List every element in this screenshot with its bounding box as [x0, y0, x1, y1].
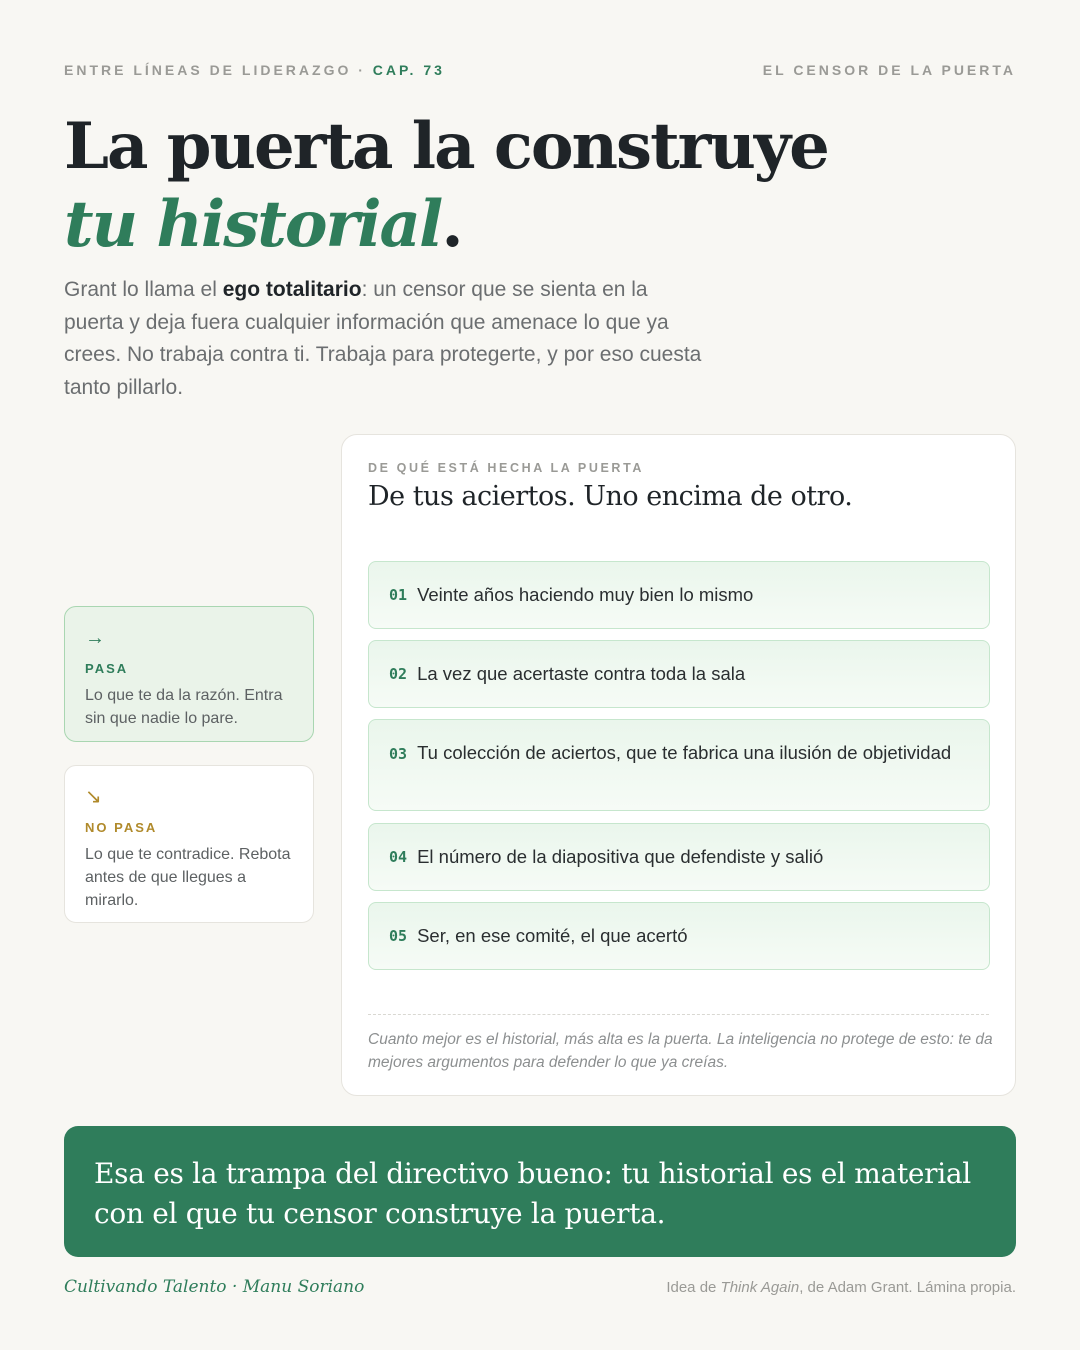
- door-materials-card: [341, 434, 1016, 1096]
- series-name: ENTRE LÍNEAS DE LIDERAZGO ·: [64, 62, 366, 78]
- list-item: [368, 719, 990, 811]
- no-pasa-label: NO PASA: [85, 820, 158, 835]
- card-subhead: De tus aciertos. Uno encima de otro.: [368, 481, 853, 512]
- conclusion-banner: [64, 1126, 1016, 1257]
- item-number: 01: [389, 586, 408, 604]
- top-bar: [64, 62, 1016, 78]
- item-number: 05: [389, 927, 408, 945]
- card-note: Cuanto mejor es el historial, más alta es la puerta. La inteligencia no protege de esto: te da mejores argumentos para defender lo que ya creías.: [368, 1031, 993, 1071]
- item-text: Ser, en ese comité, el que acertó: [417, 925, 688, 946]
- item-number: 03: [389, 745, 408, 763]
- list-item: [368, 561, 990, 629]
- item-number: 02: [389, 665, 408, 683]
- intro-paragraph: [64, 274, 704, 404]
- title-accent: tu historial: [64, 187, 442, 262]
- no-pasa-text: Lo que te contradice. Rebota antes de que llegues a mirarlo.: [85, 846, 291, 909]
- item-text: El número de la diapositiva que defendiste y salió: [417, 846, 824, 867]
- pasa-label: PASA: [85, 661, 129, 676]
- pasa-text: Lo que te da la razón. Entra sin que nadie lo pare.: [85, 687, 283, 727]
- intro-text-end: : un censor que se sienta en la puerta y deja fuera cualquier información que amenace lo que ya crees. No trabaja contra ti. Trabaja para protegerte, y por eso cuesta tanto pillarlo.: [64, 278, 702, 399]
- source-credit-end: , de Adam Grant. Lámina propia.: [799, 1279, 1016, 1296]
- source-credit-start: Idea de: [666, 1279, 721, 1296]
- item-text: Tu colección de aciertos, que te fabrica una ilusión de objetividad: [417, 742, 952, 763]
- chapter-number: CAP. 73: [372, 62, 445, 78]
- no-pasa-card: [64, 765, 314, 923]
- title-line-1: La puerta la construye: [64, 109, 828, 184]
- series-label: [64, 62, 445, 78]
- item-text: Veinte años haciendo muy bien lo mismo: [417, 584, 754, 605]
- right-arrow-icon: →: [85, 627, 105, 649]
- section-title: EL CENSOR DE LA PUERTA: [762, 62, 1016, 78]
- title-period: .: [441, 187, 462, 262]
- dashed-divider: [368, 1014, 989, 1015]
- intro-text-start: Grant lo llama el: [64, 278, 223, 301]
- item-text: La vez que acertaste contra toda la sala: [417, 663, 746, 684]
- source-credit: [666, 1279, 1016, 1296]
- list-item: [368, 823, 990, 891]
- banner-text: Esa es la trampa del directivo bueno: tu historial es el material con el que tu censor construye la puerta.: [94, 1157, 971, 1230]
- author-credit: Cultivando Talento · Manu Soriano: [64, 1277, 365, 1297]
- page-title: [64, 108, 828, 264]
- card-kicker: DE QUÉ ESTÁ HECHA LA PUERTA: [368, 461, 644, 475]
- pasa-card: [64, 606, 314, 742]
- list-item: [368, 640, 990, 708]
- item-number: 04: [389, 848, 408, 866]
- intro-highlight: ego totalitario: [222, 278, 362, 301]
- book-title: Think Again: [720, 1279, 800, 1296]
- down-right-arrow-icon: ↘: [85, 786, 102, 808]
- list-item: [368, 902, 990, 970]
